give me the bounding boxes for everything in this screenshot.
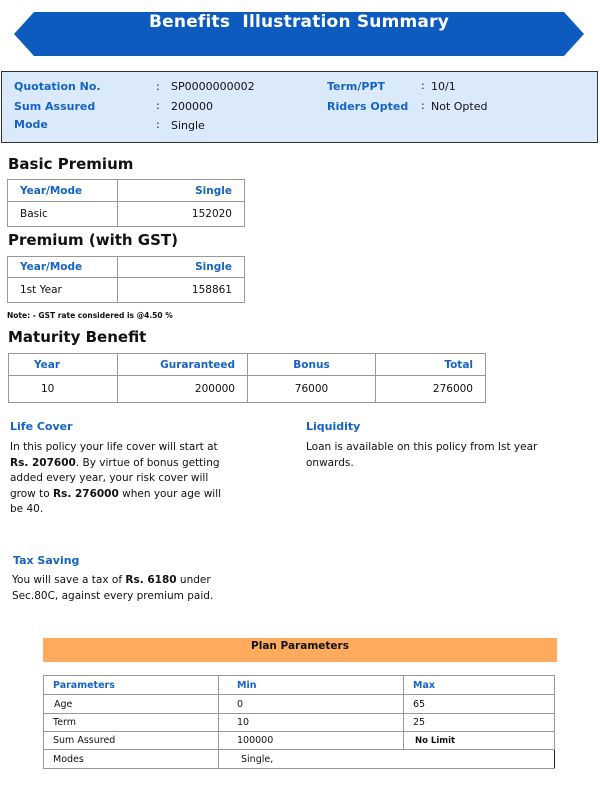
age-max: 65: [404, 695, 555, 714]
gst-note: Note: - GST rate considered is @4.50 %: [7, 311, 173, 320]
sum-assured-value: 200000: [171, 100, 213, 113]
tax-saving-text: You will save a tax of Rs. 6180 under Sec.80C, against every premium paid.: [12, 574, 214, 602]
age-min: 0: [219, 695, 404, 714]
param-modes: Modes: [44, 750, 219, 769]
gst-premium-heading: Premium (with GST): [8, 231, 178, 249]
cell-year: 10: [9, 376, 118, 403]
life-cover-text: In this policy your life cover will start at Rs. 207600. By virtue of bonus getting added every year, your risk cover will grow to Rs. 276000 when your age will be 40.: [10, 441, 222, 515]
quotation-label: Quotation No.: [14, 80, 101, 93]
modes-value: Single,: [219, 750, 555, 769]
cell-total: 276000: [376, 376, 486, 403]
param-age: Age: [44, 695, 219, 714]
plan-parameters-heading: Plan Parameters: [43, 638, 557, 662]
mode-value: Single: [171, 119, 205, 132]
cell-bonus: 76000: [248, 376, 376, 403]
quotation-info-panel: [1, 71, 598, 143]
header-guaranteed: Guraranteed: [118, 354, 248, 376]
page-title: Benefits Illustration Summary: [149, 12, 449, 32]
header-total: Total: [376, 354, 486, 376]
mode-label: Mode: [14, 118, 48, 131]
gst-premium-table: [7, 256, 245, 303]
header-min: Min: [219, 676, 404, 695]
header-max: Max: [404, 676, 555, 695]
maturity-table: [8, 353, 486, 403]
separator: :: [156, 118, 160, 131]
separator: :: [421, 99, 425, 112]
term-min: 10: [219, 714, 404, 732]
header-year: Year: [9, 354, 118, 376]
liquidity-heading: Liquidity: [306, 420, 361, 433]
riders-label: Riders Opted: [327, 100, 409, 113]
sum-assured-min: 100000: [219, 732, 404, 750]
term-value: 10/1: [431, 80, 456, 93]
row-value: 158861: [118, 278, 245, 303]
param-term: Term: [44, 714, 219, 732]
separator: :: [421, 79, 425, 92]
separator: :: [156, 80, 160, 93]
row-value: 152020: [118, 202, 245, 227]
cell-guaranteed: 200000: [118, 376, 248, 403]
life-cover-heading: Life Cover: [10, 420, 73, 433]
plan-parameters-table: [43, 675, 555, 769]
maturity-heading: Maturity Benefit: [8, 328, 147, 346]
term-label: Term/PPT: [327, 80, 386, 93]
header-single: Single: [118, 180, 245, 202]
liquidity-text: Loan is available on this policy from Ist year onwards.: [306, 441, 538, 469]
term-max: 25: [404, 714, 555, 732]
header-parameters: Parameters: [44, 676, 219, 695]
sum-assured-label: Sum Assured: [14, 100, 96, 113]
separator: :: [156, 99, 160, 112]
basic-premium-table: [7, 179, 245, 227]
header-year-mode: Year/Mode: [8, 180, 118, 202]
sum-assured-max: No Limit: [404, 732, 555, 750]
param-sum-assured: Sum Assured: [44, 732, 219, 750]
row-label: 1st Year: [8, 278, 118, 303]
row-label: Basic: [8, 202, 118, 227]
basic-premium-heading: Basic Premium: [8, 155, 134, 173]
header-bonus: Bonus: [248, 354, 376, 376]
header-single: Single: [118, 257, 245, 278]
header-year-mode: Year/Mode: [8, 257, 118, 278]
tax-saving-heading: Tax Saving: [13, 554, 80, 567]
riders-value: Not Opted: [431, 100, 488, 113]
quotation-value: SP0000000002: [171, 80, 255, 93]
